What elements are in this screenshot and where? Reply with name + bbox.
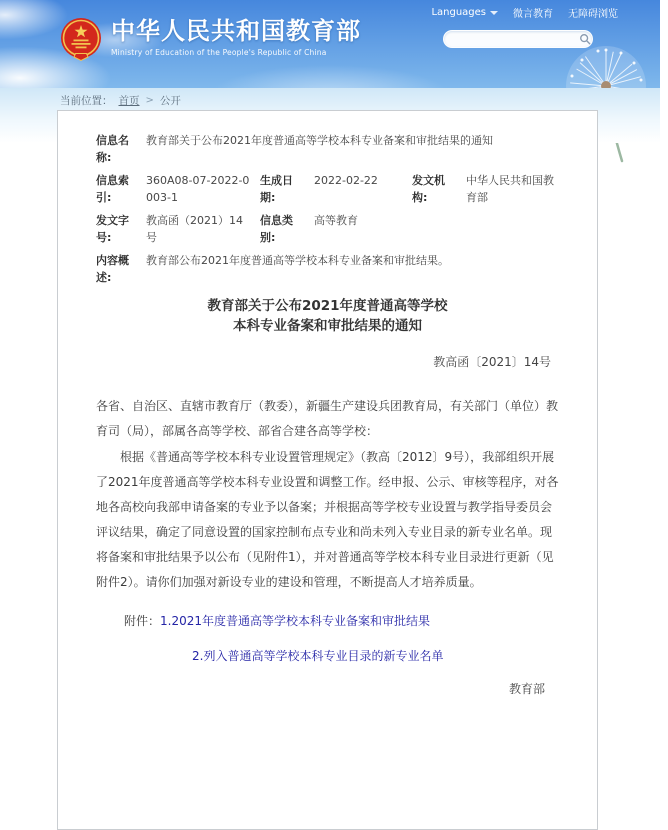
meta-label-name: 信息名称: xyxy=(96,134,129,164)
document-number: 教高函〔2021〕14号 xyxy=(433,355,551,369)
header-top-links xyxy=(431,5,618,20)
meta-empty-cell xyxy=(466,213,559,246)
attachment-link-1[interactable]: 1.2021年度普通高等学校本科专业备案和审批结果 xyxy=(160,614,431,628)
attachment-label: 附件： xyxy=(124,614,161,628)
chevron-down-icon xyxy=(490,11,498,15)
accessibility-browse-link[interactable]: 无障碍浏览 xyxy=(568,9,618,20)
site-subtitle: Ministry of Education of the People's Republic of China xyxy=(111,48,327,57)
languages-menu[interactable] xyxy=(431,7,498,18)
page-title-line1: 教育部关于公布2021年度普通高等学校 xyxy=(207,298,448,314)
meta-value-docno: 教高函（2021）14号 xyxy=(146,214,243,244)
salutation-paragraph: 各省、自治区、直辖市教育厅（教委），新疆生产建设兵团教育局，有关部门（单位）教育司（局），部属各高等学校、部省合建各高等学校： xyxy=(96,399,559,438)
search-box xyxy=(443,30,593,48)
document-body xyxy=(96,296,559,697)
breadcrumb-home-link[interactable]: 首页 xyxy=(118,95,140,107)
site-logo-text xyxy=(111,17,361,57)
breadcrumb xyxy=(60,93,181,108)
document-meta-table xyxy=(96,133,559,286)
page-title xyxy=(96,296,559,336)
weiyan-education-link[interactable]: 微言教育 xyxy=(513,9,553,20)
meta-value-category: 高等教育 xyxy=(314,214,358,227)
site-banner xyxy=(0,0,660,88)
search-icon[interactable] xyxy=(579,33,591,45)
meta-value-summary: 教育部公布2021年度普通高等学校本科专业备案和审批结果。 xyxy=(146,254,449,267)
meta-label-category: 信息类别: xyxy=(260,214,293,244)
meta-value-org: 中华人民共和国教育部 xyxy=(466,174,554,204)
breadcrumb-separator: > xyxy=(145,95,154,106)
search-input[interactable] xyxy=(454,32,579,46)
meta-label-index: 信息索引: xyxy=(96,174,129,204)
page-title-line2: 本科专业备案和审批结果的通知 xyxy=(233,318,422,334)
attachment-link-2[interactable]: 2.列入普通高等学校本科专业目录的新专业名单 xyxy=(192,649,444,663)
meta-empty-cell xyxy=(412,213,456,246)
attachment-line-2 xyxy=(192,645,559,667)
meta-label-docno: 发文字号: xyxy=(96,214,129,244)
document-panel-inner xyxy=(58,111,597,697)
meta-value-index: 360A08-07-2022-0003-1 xyxy=(146,174,250,204)
meta-label-summary: 内容概述: xyxy=(96,254,129,284)
national-emblem-icon xyxy=(60,17,102,63)
main-paragraph: 根据《普通高等学校本科专业设置管理规定》（教高〔2012〕9号），我部组织开展了2021年度普通高等学校本科专业设置和调整工作。经申报、公示、审核等程序，对各地各高校向我部申请备案的专业予以备案；并根据高等学校专业设置与教学指导委员会评议结果，确定了同意设置的国家控制布点专业和尚未列入专业目录的新专业名单。现将备案和审批结果予以公布（见附件1），并对普通高等学校本科专业目录进行更新（见附件2）。请你们加强对新设专业的建设和管理，不断提高人才培养质量。 xyxy=(96,450,559,589)
site-title: 中华人民共和国教育部 xyxy=(111,17,361,45)
meta-label-org: 发文机构: xyxy=(412,174,445,204)
site-logo[interactable] xyxy=(60,17,361,63)
languages-menu-label: Languages xyxy=(431,7,486,18)
document-panel xyxy=(57,110,598,830)
breadcrumb-current-link[interactable]: 公开 xyxy=(159,95,181,107)
attachment-line-1 xyxy=(124,610,559,632)
signature: 教育部 xyxy=(508,682,545,696)
meta-value-date: 2022-02-22 xyxy=(314,174,378,187)
breadcrumb-label: 当前位置： xyxy=(60,95,113,107)
meta-value-name: 教育部关于公布2021年度普通高等学校本科专业备案和审批结果的通知 xyxy=(146,134,493,147)
meta-label-date: 生成日期: xyxy=(260,174,293,204)
